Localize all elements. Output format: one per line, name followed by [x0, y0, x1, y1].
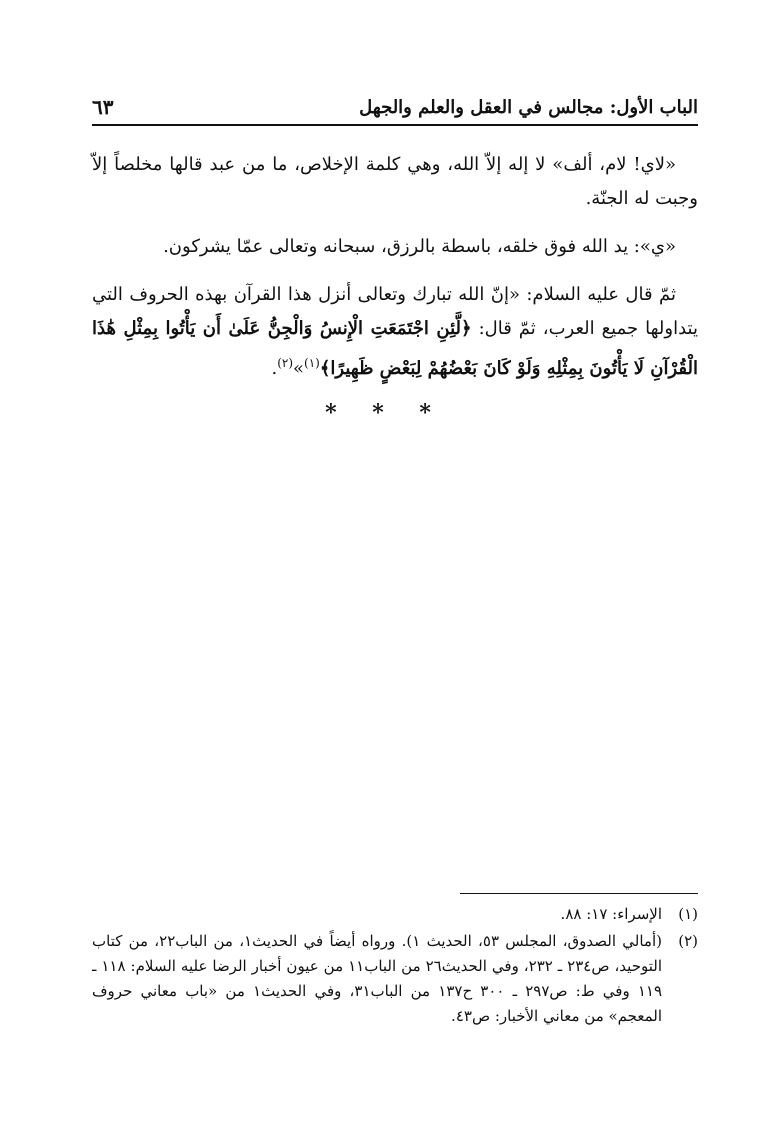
footnote-2 [92, 929, 698, 1029]
footnote-number: (٢) [678, 932, 698, 950]
paragraph-3-end: . [271, 358, 278, 379]
running-header [92, 92, 698, 122]
quran-verse: ﴿لَّئِنِ اجْتَمَعَتِ الْإِنسُ وَالْجِنُّ عَلَىٰ أَن يَأْتُوا بِمِثْلِ هَٰذَا الْقُرْآنِ لَا يَأْتُونَ بِمِثْلِهِ وَلَوْ كَانَ بَعْضُهُمْ لِبَعْضٍ ظَهِيرًا﴾ [92, 318, 698, 379]
quote-close: » [293, 358, 305, 379]
chapter-title: الباب الأول: مجالس في العقل والعلم والجهل [359, 96, 698, 118]
footnote-text: (أمالي الصدوق، المجلس ٥٣، الحديث ١). ورواه أيضاً في الحديث١، من الباب٢٢، من كتاب التوحيد، ص٢٣٤ ـ ٢٣٢، وفي الحديث٢٦ من الباب١١ من عيون أخبار الرضا عليه السلام: ١١٨ ـ ١١٩ وفي ط: ص٢٩٧ ـ ٣٠٠ ح١٣٧ من الباب٣١، وفي الحديث١ من «باب معاني حروف المعجم» من معاني الأخبار: ص٤٣. [92, 932, 663, 1025]
footnotes [92, 902, 698, 1031]
paragraph-1: «لاي! لام، ألف» لا إله إلاّ الله، وهي كلمة الإخلاص، ما من عبد قالها مخلصاً إلاّ وجبت له الجنّة. [92, 154, 698, 209]
paragraph-3-intro: ثمّ قال عليه السلام: «إنّ الله تبارك وتعالى أنزل هذا القرآن بهذه الحروف التي يتداولها جميع العرب، ثمّ قال: [92, 284, 698, 339]
footnote-text: الإسراء: ١٧: ٨٨. [560, 905, 662, 923]
paragraph-3 [92, 278, 698, 386]
page-number: ٦٣ [92, 95, 114, 119]
footnote-ref-2: (٢) [277, 356, 294, 370]
section-separator: * * * [325, 400, 445, 426]
footnote-ref-1: (١) [304, 356, 320, 370]
header-rule [92, 124, 698, 126]
footnote-1 [92, 902, 698, 927]
footnote-rule [460, 893, 698, 894]
footnote-number: (١) [678, 905, 698, 923]
paragraph-2: «ي»: يد الله فوق خلقه، باسطة بالرزق، سبحانه وتعالى عمّا يشركون. [163, 236, 676, 257]
body-text [92, 148, 698, 400]
